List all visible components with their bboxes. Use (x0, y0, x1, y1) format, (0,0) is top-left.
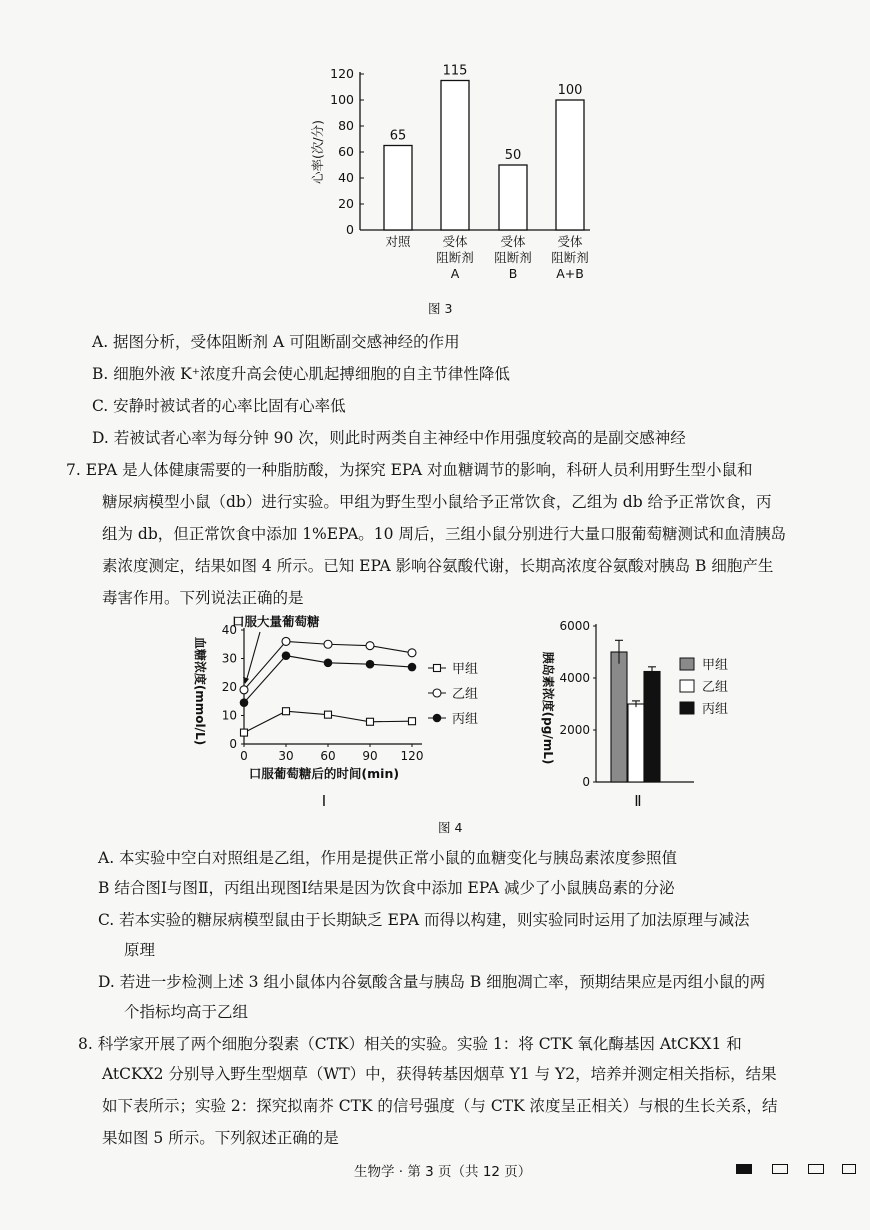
y-axis-label: 血糖浓度(mmol/L) (193, 636, 207, 746)
q7-option-d-cont: 个指标均高于乙组 (124, 1003, 249, 1021)
y-tick-label: 6000 (559, 619, 590, 633)
figure-3-bar-chart (300, 50, 600, 300)
category-label: 阻断剂 (494, 250, 532, 265)
y-tick-label: 10 (221, 708, 237, 723)
data-point (282, 651, 291, 660)
x-tick-label: 120 (400, 749, 424, 763)
y-tick-label: 0 (582, 775, 590, 789)
x-tick-label: 60 (320, 749, 336, 763)
data-point (408, 649, 416, 657)
legend-swatch (680, 702, 694, 714)
y-tick-label: 80 (338, 118, 354, 133)
y-tick-label: 0 (346, 222, 354, 237)
bar-value-label: 65 (389, 128, 407, 144)
bar (628, 704, 644, 782)
q7-option-d: D. 若进一步检测上述 3 组小鼠体内谷氨酸含量与胰岛 B 细胞凋亡率，预期结果应是丙组小鼠的两 (98, 973, 766, 991)
legend-marker (433, 689, 441, 697)
bar (499, 165, 527, 230)
footer-mark-empty (808, 1164, 824, 1174)
q7-stem-line: 素浓度测定，结果如图 4 所示。已知 EPA 影响谷氨酸代谢，长期高浓度谷氨酸对胰岛 B 细胞产生 (102, 557, 774, 575)
data-point (241, 729, 248, 736)
figure-4-panel-1-line-chart (180, 606, 520, 816)
legend-label: 乙组 (452, 687, 479, 702)
bar-value-label: 50 (504, 148, 522, 163)
legend-label: 甲组 (452, 662, 479, 677)
data-point (325, 711, 332, 718)
legend-label: 丙组 (702, 702, 729, 717)
q7-option-a: A. 本实验中空白对照组是乙组，作用是提供正常小鼠的血糖变化与胰岛素浓度参照值 (98, 849, 678, 867)
legend-swatch (680, 680, 694, 692)
y-tick-label: 40 (338, 170, 354, 185)
category-label: B (508, 266, 518, 281)
x-tick-label: 90 (362, 749, 378, 763)
q6-option-b: B. 细胞外液 K⁺浓度升高会使心肌起搏细胞的自主节律性降低 (92, 365, 510, 383)
q8-stem-line: 果如图 5 所示。下列叙述正确的是 (102, 1129, 339, 1147)
y-tick-label: 20 (221, 680, 237, 694)
category-label: A (450, 266, 460, 281)
figure-4-caption: 图 4 (438, 820, 463, 835)
page-footer: 生物学 · 第 3 页（共 12 页） (354, 1164, 532, 1180)
data-point (282, 637, 290, 645)
y-tick-label: 120 (330, 66, 354, 81)
bar (556, 100, 584, 230)
q7-option-c-cont: 原理 (124, 941, 156, 959)
q7-option-c: C. 若本实验的糖尿病模型鼠由于长期缺乏 EPA 而得以构建，则实验同时运用了加法原理与减法 (98, 911, 750, 929)
y-tick-label: 20 (338, 196, 354, 211)
q6-option-d: D. 若被试者心率为每分钟 90 次，则此时两类自主神经中作用强度较高的是副交感神经 (92, 429, 686, 447)
q7-stem-line: 7. EPA 是人体健康需要的一种脂肪酸，为探究 EPA 对血糖调节的影响，科研人员利用野生型小鼠和 (66, 461, 753, 479)
panel-label: Ⅰ (321, 792, 327, 810)
data-point (408, 663, 417, 672)
panel-label: Ⅱ (634, 792, 642, 810)
category-label: 阻断剂 (551, 250, 589, 265)
legend-marker (434, 665, 441, 672)
q7-stem-line: 糖尿病模型小鼠（db）进行实验。甲组为野生型小鼠给予正常饮食，乙组为 db 给予正常饮食，丙 (102, 493, 772, 511)
y-tick-label: 40 (221, 623, 237, 637)
y-axis-label: 胰岛素浓度(pg/mL) (541, 651, 555, 765)
legend-label: 乙组 (702, 680, 729, 695)
footer-mark-filled (736, 1164, 752, 1174)
x-tick-label: 0 (240, 749, 248, 763)
q8-stem-line: 8. 科学家开展了两个细胞分裂素（CTK）相关的实验。实验 1：将 CTK 氧化酶基因 AtCKX1 和 (78, 1035, 742, 1053)
y-axis-label: 心率(次/分) (310, 120, 325, 184)
bar-value-label: 115 (442, 63, 468, 79)
bar (644, 672, 660, 783)
bar (611, 652, 627, 782)
data-point (283, 708, 290, 715)
q8-stem-line: AtCKX2 分别导入野生型烟草（WT）中，获得转基因烟草 Y1 与 Y2，培养并测定相关指标，结果 (102, 1065, 777, 1083)
q6-option-a: A. 据图分析，受体阻断剂 A 可阻断副交感神经的作用 (92, 333, 460, 351)
y-tick-label: 30 (221, 651, 237, 666)
x-tick-label: 30 (278, 749, 294, 763)
y-tick-label: 4000 (559, 671, 590, 685)
legend-marker (433, 714, 442, 723)
footer-mark-empty (842, 1164, 856, 1174)
q7-stem-line: 组为 db，但正常饮食中添加 1%EPA。10 周后，三组小鼠分别进行大量口服葡萄糖测试和血清胰岛 (102, 525, 786, 543)
data-point (240, 686, 248, 694)
y-tick-label: 0 (229, 737, 237, 751)
legend-label: 丙组 (452, 712, 479, 727)
data-point (366, 660, 375, 669)
q8-stem-line: 如下表所示；实验 2：探究拟南芥 CTK 的信号强度（与 CTK 浓度呈正相关）与根的生长关系，结 (102, 1097, 778, 1115)
q7-stem-line: 毒害作用。下列说法正确的是 (102, 589, 304, 607)
category-label: 受体 (557, 234, 583, 249)
category-label: 阻断剂 (436, 250, 474, 265)
y-tick-label: 2000 (559, 723, 590, 737)
annotation-label: 口服大量葡萄糖 (232, 614, 320, 629)
bar-value-label: 100 (557, 83, 583, 98)
y-tick-label: 100 (330, 92, 354, 107)
figure-3-caption: 图 3 (428, 301, 453, 316)
data-point (324, 640, 332, 648)
q6-option-c: C. 安静时被试者的心率比固有心率低 (92, 397, 346, 415)
bar (441, 81, 469, 231)
bar (384, 146, 412, 231)
footer-mark-empty (772, 1164, 788, 1174)
category-label: A+B (556, 266, 584, 281)
x-axis-label: 口服葡萄糖后的时间(min) (248, 766, 400, 781)
legend-swatch (680, 658, 694, 670)
data-point (367, 718, 374, 725)
data-point (409, 718, 416, 725)
data-point (366, 642, 374, 650)
q7-option-b: B 结合图Ⅰ与图Ⅱ，丙组出现图Ⅰ结果是因为饮食中添加 EPA 减少了小鼠胰岛素的分泌 (98, 879, 675, 897)
data-point (324, 658, 333, 667)
category-label: 对照 (385, 234, 411, 249)
data-point (240, 698, 249, 707)
category-label: 受体 (442, 234, 468, 249)
figure-4-panel-2-bar-chart (530, 606, 760, 816)
legend-label: 甲组 (702, 658, 729, 673)
category-label: 受体 (500, 234, 526, 249)
y-tick-label: 60 (338, 144, 354, 159)
